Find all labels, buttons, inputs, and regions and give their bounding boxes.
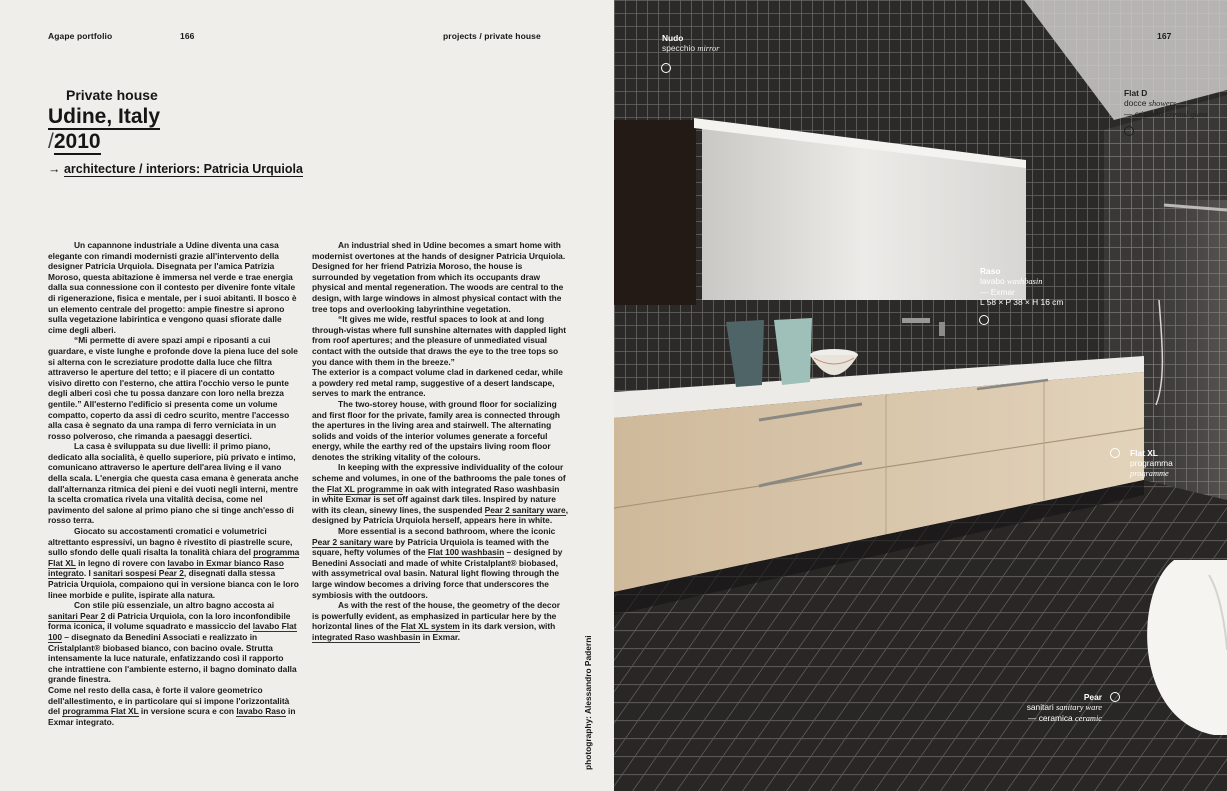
text-run: In keeping with the expressive individuality of the colour scheme and volumes, in one of the bathrooms the pale tones of the [312,462,566,494]
text-run: Con stile più essenziale, un altro bagno accosta ai [74,600,275,611]
text-run: in Exmar. [420,631,461,642]
italian-paragraph-1: Un capannone industriale a Udine diventa una casa elegante con rimandi modernisti grazie all'intervento della designer Patricia Urquiola. Disegnata per l'amica Patrizia Moroso, questa abitazione è immersa nel verde e trae energia dalla sua connessione con il contesto per divenire fonte vitale di rigenerazione, fisica e mentale, per i suoi abitanti. Il bosco è un elemento centrale del progetto: ampie finestre si aprono sulla vegetazione labirintica e vengono quasi sfiorate dalle cime degli alberi. [48,240,297,335]
callout-pear-name: Pear [1083,692,1102,702]
callout-nudo-type: specchio [662,43,696,53]
callout-flatxl-name: Flat XL [1130,448,1158,458]
text-run: , designed by Patricia Urquiola herself, appears here in white. [312,504,569,526]
callout-raso-material: — Exmar [980,287,1015,297]
callout-flatd-marker-icon[interactable] [1124,126,1134,136]
callout-flatd-type-en: showers [1148,99,1177,108]
callout-pear-material: — ceramica [1028,713,1073,723]
english-paragraph-1: An industrial shed in Udine becomes a smart home with modernist overtones at the hands of designer Patricia Urquiola. Designed for her friend Patrizia Moroso, the house is surrounded by vegetation from which its occupants draw physical and mental regeneration. The woods are central to the design, with large windows in almost physical contact with the tree tops and overlooking labyrinthine vegetation. [312,240,566,314]
text-run: by Patricia Urquiola is teamed with the square, hefty volumes of the [312,536,549,558]
running-header-section: projects / private house [443,31,541,41]
product-link-flat-xl[interactable]: Flat XL programme [326,483,404,494]
text-run: More essential is a second bathroom, where the iconic [338,526,556,537]
text-run: Come nel resto della casa, è forte il valore geometrico dell'allestimento, e in particolare qui si impone l'orizzontalità del [48,684,290,717]
callout-raso-type-en: washbasin [1007,277,1043,286]
text-run: , disegnati dalla stessa Patricia Urquiola, compaiono qui in versione bianca con le loro linee morbide e pulite, ispirate alla natura. [48,568,299,600]
text-run: Giocato su accostamenti cromatici e volumetrici altrettanto espressivi, un bagno è rivestito di piastrelle scure, sullo sfondo delle quali risalta la tonalità chiara del [48,526,293,558]
photo-credit: photography: Alessandro Paderni [583,635,593,770]
text-run: in oak with integrated Raso washbasin in white Exmar is set off against dark tiles. Inspired by nature with its clean, sinewy lines, the suspended [312,483,560,515]
page-number-right: 167 [1157,31,1172,41]
callout-nudo-type-en: mirror [697,44,720,53]
italian-paragraph-2: “Mi permette di avere spazi ampi e riposanti a cui guardare, e viste lunghe e profonde dove la piena luce del sole si alterna con le screziature prodotte dalla luce che filtra attraverso le aperture del tetto; e il piacere di un contatto visivo diretto con l'esterno, che attira l'occhio verso le punte degli alberi così che tu possa danzare con loro nella brezza gentile.” All'esterno l'edificio si presenta come un volume compatto, coperto da assi di cedro scurito, mentre l'accesso alla casa è segnato da una rampa di ferro verniciata in un rosso polveroso, che rimanda a paesaggi desertici. [48,335,298,441]
callout-pear-marker-icon[interactable] [1110,692,1120,702]
product-link-flat-xl[interactable]: programma Flat XL [62,706,139,717]
architect-credit [48,162,303,176]
italian-paragraph-5 [48,600,300,685]
english-paragraph-5 [312,526,568,600]
english-paragraph-4 [312,462,568,526]
product-link-raso[interactable]: lavabo Raso [236,706,286,717]
callout-flatd-name: Flat D [1124,88,1148,98]
callout-pear [1002,692,1102,724]
title-block [48,87,160,154]
callout-pear-type: sanitari [1026,702,1054,712]
callout-flatxl-type-en: programme [1130,469,1169,478]
italian-text-column [48,240,300,727]
callout-nudo-marker-icon[interactable] [661,63,671,73]
text-run: in Exmar integrato. [48,706,296,727]
english-text-column [312,240,568,643]
product-link-raso[interactable]: lavabo in Exmar bianco Raso integrato [48,557,284,579]
callout-flatd-material-en: crystal glass [1165,110,1208,119]
arrow-icon: → [48,162,61,176]
english-paragraph-6 [312,600,568,642]
callout-raso-type: lavabo [980,276,1005,286]
text-run: – disegnato da Benedini Associati e realizzato in Cristalplant® biobased bianco, con bacino ovale. Strutta intensamente la luce naturale, enfatizzando così il rapporto che intrattiene con l'ambiente esterno, il bagno dominato dalla grande finestra. [48,631,297,685]
callout-raso-name: Raso [980,266,1001,276]
title-year-slash: / [48,130,54,153]
text-run: di Patricia Urquiola, con la loro inconfondibile forma iconica, il volume squadrato e massiccio del [48,610,291,632]
title-city-text: Udine, Italy [48,105,161,128]
callout-nudo [662,33,719,54]
title-kicker: Private house [66,87,158,103]
title-city [48,104,160,129]
callout-flatd-type: docce [1124,98,1147,108]
product-link-flat-xl[interactable]: Flat XL system [400,621,460,632]
architect-credit-link[interactable]: architecture / interiors: Patricia Urquiola [63,162,303,176]
text-run: As with the rest of the house, the geometry of the decor is powerfully evident, as emphasized in particular here by the horizontal lines of the [312,600,560,632]
callout-pear-type-en: sanitary ware [1056,703,1102,712]
product-link-pear2[interactable]: Pear 2 sanitary ware [312,536,394,547]
callout-pear-material-en: ceramic [1075,714,1102,723]
product-link-flat100[interactable]: lavabo Flat 100 [48,621,297,642]
product-link-flat-xl[interactable]: programma Flat XL [48,547,300,568]
callout-flat-d [1124,88,1208,120]
product-link-pear2[interactable]: sanitari sospesi Pear 2 [93,568,184,579]
text-run: – designed by Benedini Associati and made of white Cristalplant® biobased, with assymetrical oval basin. Natural light flowing through the large window becomes a driving force that underscores the symbiosis with the outdoors. [312,547,563,600]
product-link-pear2[interactable]: Pear 2 sanitary ware [484,504,566,515]
english-paragraph-3: The two-storey house, with ground floor for socializing and first floor for the private, family area is connected through the apertures in the living area and stairwell. The alternating solids and voids of the interior volumes generate a forceful energy, while the earthy red of the upstairs living room floor denotes the striking vitality of the colours. [312,398,561,462]
text-run: . I [83,568,94,579]
callout-raso [980,266,1063,307]
product-link-flat100[interactable]: Flat 100 washbasin [427,547,505,558]
product-link-pear2[interactable]: sanitari Pear 2 [48,610,106,621]
title-year-text: 2010 [53,130,101,153]
italian-paragraph-6 [48,685,300,727]
title-year [48,129,160,154]
callout-flatxl-type: programma [1130,458,1173,468]
text-run: in versione scura e con [138,706,237,717]
callout-flat-xl [1130,448,1173,479]
english-paragraph-2: “It gives me wide, restful spaces to look at and long through-vistas where full sunshine alternates with dappled light from roof apertures; and the pleasure of unmediated visual contact with the outside that draws the eye to the tree tops so you dance with them in the breeze.” [312,314,567,367]
bathroom-photo [614,0,1227,791]
callout-flatd-material: — cristallo [1124,109,1164,119]
product-link-raso[interactable]: integrated Raso washbasin [312,631,421,642]
page-number-left: 166 [180,31,195,41]
callout-nudo-name: Nudo [662,33,684,43]
italian-paragraph-3: La casa è sviluppata su due livelli: il primo piano, dedicato alla socialità, è quello superiore, più privato e intimo, comunicano attraverso le aperture dell'area living e il vano della scala. L'energia che questa casa emana è generata anche dall'alternanza ritmica dei pieni e dei vuoti negli interni, mentre la scelta cromatica rivela una vitalità decisa, come nel pavimento del salone al primo piano che si tinge anch'esso di rosso terra. [48,441,299,526]
callout-raso-dimensions: L 58 × P 38 × H 16 cm [980,297,1064,307]
text-run: in legno di rovere con [75,557,168,568]
text-run: in its dark version, with [459,621,556,632]
running-header-portfolio: Agape portfolio [48,31,113,41]
callout-flatxl-marker-icon[interactable] [1110,448,1120,458]
italian-paragraph-4 [48,526,300,600]
callout-raso-marker-icon[interactable] [979,315,989,325]
english-paragraph-2b: The exterior is a compact volume clad in darkened cedar, while a powdery red metal ramp, suggestive of a desert landscape, serves to mark the entrance. [312,367,563,399]
